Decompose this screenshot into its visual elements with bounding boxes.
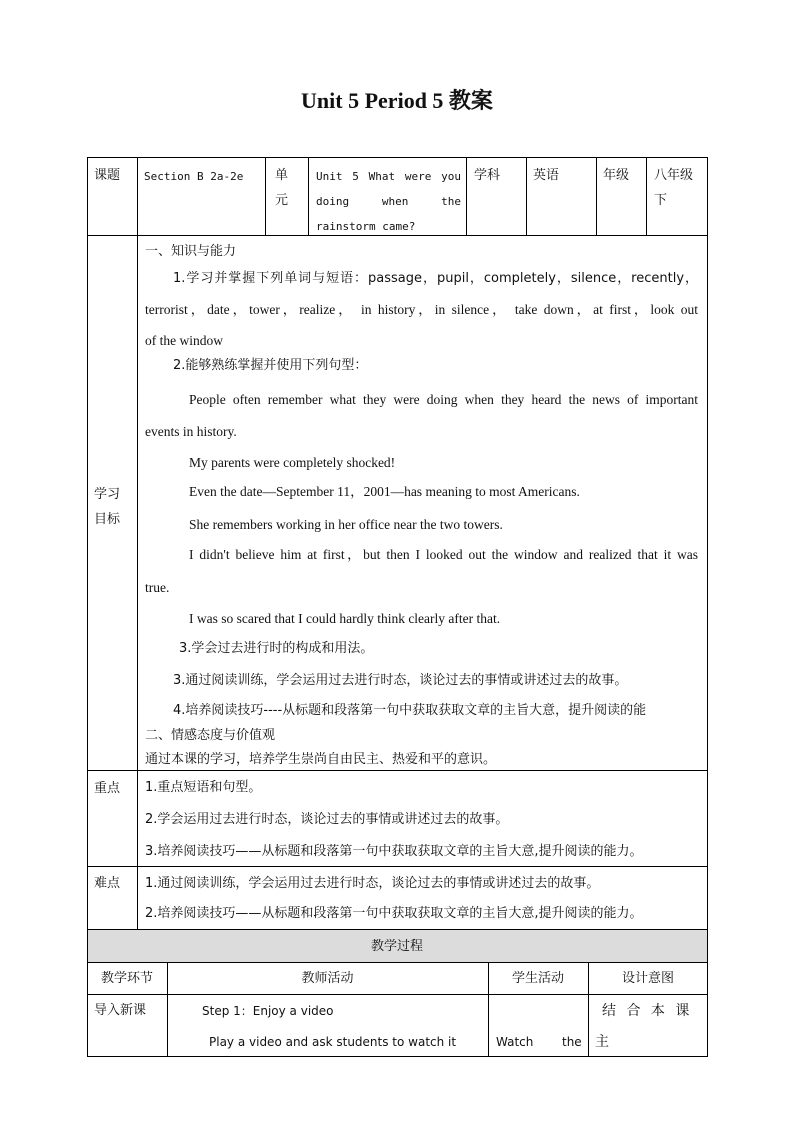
key-point-1: 1.重点短语和句型。	[145, 780, 262, 795]
sentence-2: My parents were completely shocked!	[189, 455, 396, 470]
process-heading: 教学过程	[370, 939, 423, 954]
sentence-1-line-1: People often remember what they were doing when they heard the news of important	[189, 392, 698, 407]
sentence-5-line-2: true.	[145, 580, 170, 595]
key-point-3: 3.培养阅读技巧——从标题和段落第一句中获取获取文章的主旨大意,提升阅读的能力。	[145, 844, 643, 859]
sentence-4: She remembers working in her office near the two towers.	[189, 517, 503, 532]
stage-intro: 导入新课	[94, 1003, 147, 1018]
unit-label-1: 单	[275, 168, 289, 183]
difficulty-1: 1.通过阅读训练，学会运用过去进行时态，谈论过去的事情或讲述过去的故事。	[145, 876, 600, 891]
step-1-student-activity-2: the	[562, 1035, 582, 1049]
unit-label-2: 元	[275, 193, 289, 208]
vocab-line-3: of the window	[145, 333, 223, 348]
page-title: Unit 5 Period 5 教案	[301, 88, 493, 113]
vocab-line-2: terrorist，date，tower，realize， in history，in silence， take down，at first，look out	[145, 302, 698, 317]
objective-reading-skills: 4.培养阅读技巧----从标题和段落第一句中获取获取文章的主旨大意，提升阅读的能	[173, 703, 647, 718]
grade-value-line-2: 下	[654, 193, 668, 208]
step-1-teacher-activity: Play a video and ask students to watch it	[209, 1035, 457, 1049]
process-col-stage: 教学环节	[100, 971, 153, 986]
section-heading-knowledge: 一、知识与能力	[145, 244, 237, 259]
unit-value-line-2: doing when the	[316, 195, 461, 208]
sentence-6: I was so scared that I could hardly think clearly after that.	[189, 611, 501, 626]
step-1-intent-line-1: 结 合 本 课	[602, 1003, 690, 1019]
step-1-title: Step 1：Enjoy a video	[202, 1004, 334, 1018]
unit-value-line-3: rainstorm came?	[316, 220, 416, 233]
sentence-3: Even the date—September 11，2001—has meaning to most Americans.	[189, 484, 580, 499]
difficulties-label: 难点	[94, 876, 121, 891]
objective-reading-training: 3.通过阅读训练，学会运用过去进行时态，谈论过去的事情或讲述过去的故事。	[173, 673, 628, 688]
grade-value-line-1: 八年级	[654, 168, 694, 183]
sentence-patterns-heading: 2.能够熟练掌握并使用下列句型：	[173, 358, 368, 373]
objective-past-continuous: 3.学会过去进行时的构成和用法。	[179, 641, 374, 656]
section-heading-attitude: 二、情感态度与价值观	[145, 728, 276, 743]
objectives-label-1: 学习	[94, 487, 121, 502]
process-col-teacher: 教师活动	[301, 971, 354, 986]
objectives-label-2: 目标	[94, 512, 121, 527]
unit-value-line-1: Unit 5 What were you	[316, 170, 461, 183]
topic-label: 课题	[94, 168, 121, 183]
key-point-2: 2.学会运用过去进行时态，谈论过去的事情或讲述过去的故事。	[145, 812, 509, 827]
subject-value: 英语	[533, 168, 560, 183]
attitude-text: 通过本课的学习，培养学生崇尚自由民主、热爱和平的意识。	[145, 752, 497, 767]
sentence-5-line-1: I didn't believe him at first，but then I looked out the window and realized that it was	[189, 547, 698, 562]
difficulty-2: 2.培养阅读技巧——从标题和段落第一句中获取获取文章的主旨大意,提升阅读的能力。	[145, 906, 643, 921]
sentence-1-line-2: events in history.	[145, 424, 237, 439]
lesson-plan-table	[87, 157, 708, 1057]
process-col-student: 学生活动	[511, 971, 564, 986]
step-1-student-activity-1: Watch	[496, 1035, 534, 1049]
key-points-label: 重点	[94, 781, 121, 796]
step-1-intent-line-2: 主	[595, 1034, 609, 1050]
topic-value: Section B 2a-2e	[144, 170, 244, 183]
subject-label: 学科	[474, 168, 501, 183]
process-col-intent: 设计意图	[621, 971, 674, 986]
grade-label: 年级	[603, 168, 630, 183]
vocab-line-1: 1.学习并掌握下列单词与短语：passage，pupil，completely，silence，recently，	[173, 271, 698, 286]
